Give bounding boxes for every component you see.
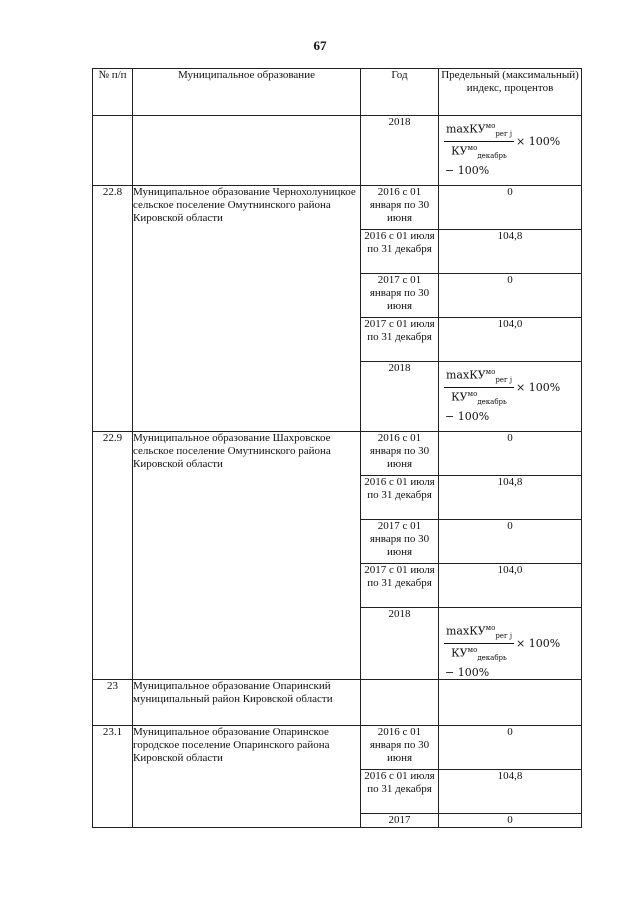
year-cell: 2016 с 01 июля по 31 декабря bbox=[361, 230, 439, 274]
row-num-cell bbox=[93, 116, 133, 186]
year-cell: 2017 bbox=[361, 814, 439, 828]
formula: $\frac{\max КУ^{мо}_{рег j}}{КУ^{мо}_{декабрь}}$ × 100% − 100% bbox=[445, 122, 561, 177]
formula: $\frac{\max КУ^{мо}_{рег j}}{КУ^{мо}_{декабрь}}$ × 100% − 100% bbox=[445, 368, 561, 423]
value-cell: 0 bbox=[439, 814, 582, 828]
value-cell: 0 bbox=[439, 432, 582, 476]
year-cell: 2018 bbox=[361, 362, 439, 432]
table-row bbox=[93, 680, 582, 726]
value-cell: 104,8 bbox=[439, 476, 582, 520]
value-cell: 0 bbox=[439, 726, 582, 770]
row-num: 22.8 bbox=[93, 186, 133, 432]
header-year: Год bbox=[361, 69, 439, 116]
year-cell: 2017 с 01 июля по 31 декабря bbox=[361, 318, 439, 362]
row-num: 23 bbox=[93, 680, 133, 726]
year-cell: 2016 с 01 января по 30 июня bbox=[361, 726, 439, 770]
formula-cell bbox=[439, 362, 582, 432]
year-cell: 2016 с 01 января по 30 июня bbox=[361, 432, 439, 476]
formula-cell bbox=[439, 608, 582, 680]
formula-cell bbox=[439, 116, 582, 186]
year-cell: 2017 с 01 января по 30 июня bbox=[361, 274, 439, 318]
table-row bbox=[93, 726, 582, 770]
value-cell: 104,8 bbox=[439, 230, 582, 274]
formula: $\frac{\max КУ^{мо}_{рег j}}{КУ^{мо}_{декабрь}}$ × 100% − 100% bbox=[445, 624, 561, 679]
row-num: 22.9 bbox=[93, 432, 133, 680]
year-cell bbox=[361, 680, 439, 726]
row-mo: Муниципальное образование Опаринское городское поселение Опаринского района Кировской области bbox=[133, 726, 361, 828]
year-cell: 2016 с 01 июля по 31 декабря bbox=[361, 770, 439, 814]
value-cell: 104,8 bbox=[439, 770, 582, 814]
value-cell: 104,0 bbox=[439, 318, 582, 362]
row-mo: Муниципальное образование Шахровское сельское поселение Омутнинского района Кировской области bbox=[133, 432, 361, 680]
year-cell: 2017 с 01 июля по 31 декабря bbox=[361, 564, 439, 608]
year-cell: 2016 с 01 января по 30 июня bbox=[361, 186, 439, 230]
value-cell: 0 bbox=[439, 186, 582, 230]
table-row bbox=[93, 186, 582, 230]
table-row bbox=[93, 116, 582, 186]
header-mo: Муниципальное образование bbox=[133, 69, 361, 116]
row-mo: Муниципальное образование Опаринский муниципальный район Кировской области bbox=[133, 680, 361, 726]
year-cell: 2018 bbox=[361, 116, 439, 186]
row-mo-cell bbox=[133, 116, 361, 186]
page-number: 67 bbox=[313, 38, 327, 53]
year-cell: 2018 bbox=[361, 608, 439, 680]
value-cell: 0 bbox=[439, 520, 582, 564]
row-mo: Муниципальное образование Чернохолуницкое сельское поселение Омутнинского района Кировской области bbox=[133, 186, 361, 432]
row-num: 23.1 bbox=[93, 726, 133, 828]
year-cell: 2017 с 01 января по 30 июня bbox=[361, 520, 439, 564]
table-row bbox=[93, 432, 582, 476]
value-cell bbox=[439, 680, 582, 726]
value-cell: 0 bbox=[439, 274, 582, 318]
table-header-row bbox=[93, 69, 582, 116]
header-index: Предельный (максимальный) индекс, процентов bbox=[439, 69, 582, 116]
header-num: № п/п bbox=[93, 69, 133, 116]
year-cell: 2016 с 01 июля по 31 декабря bbox=[361, 476, 439, 520]
value-cell: 104,0 bbox=[439, 564, 582, 608]
index-table bbox=[92, 68, 582, 828]
